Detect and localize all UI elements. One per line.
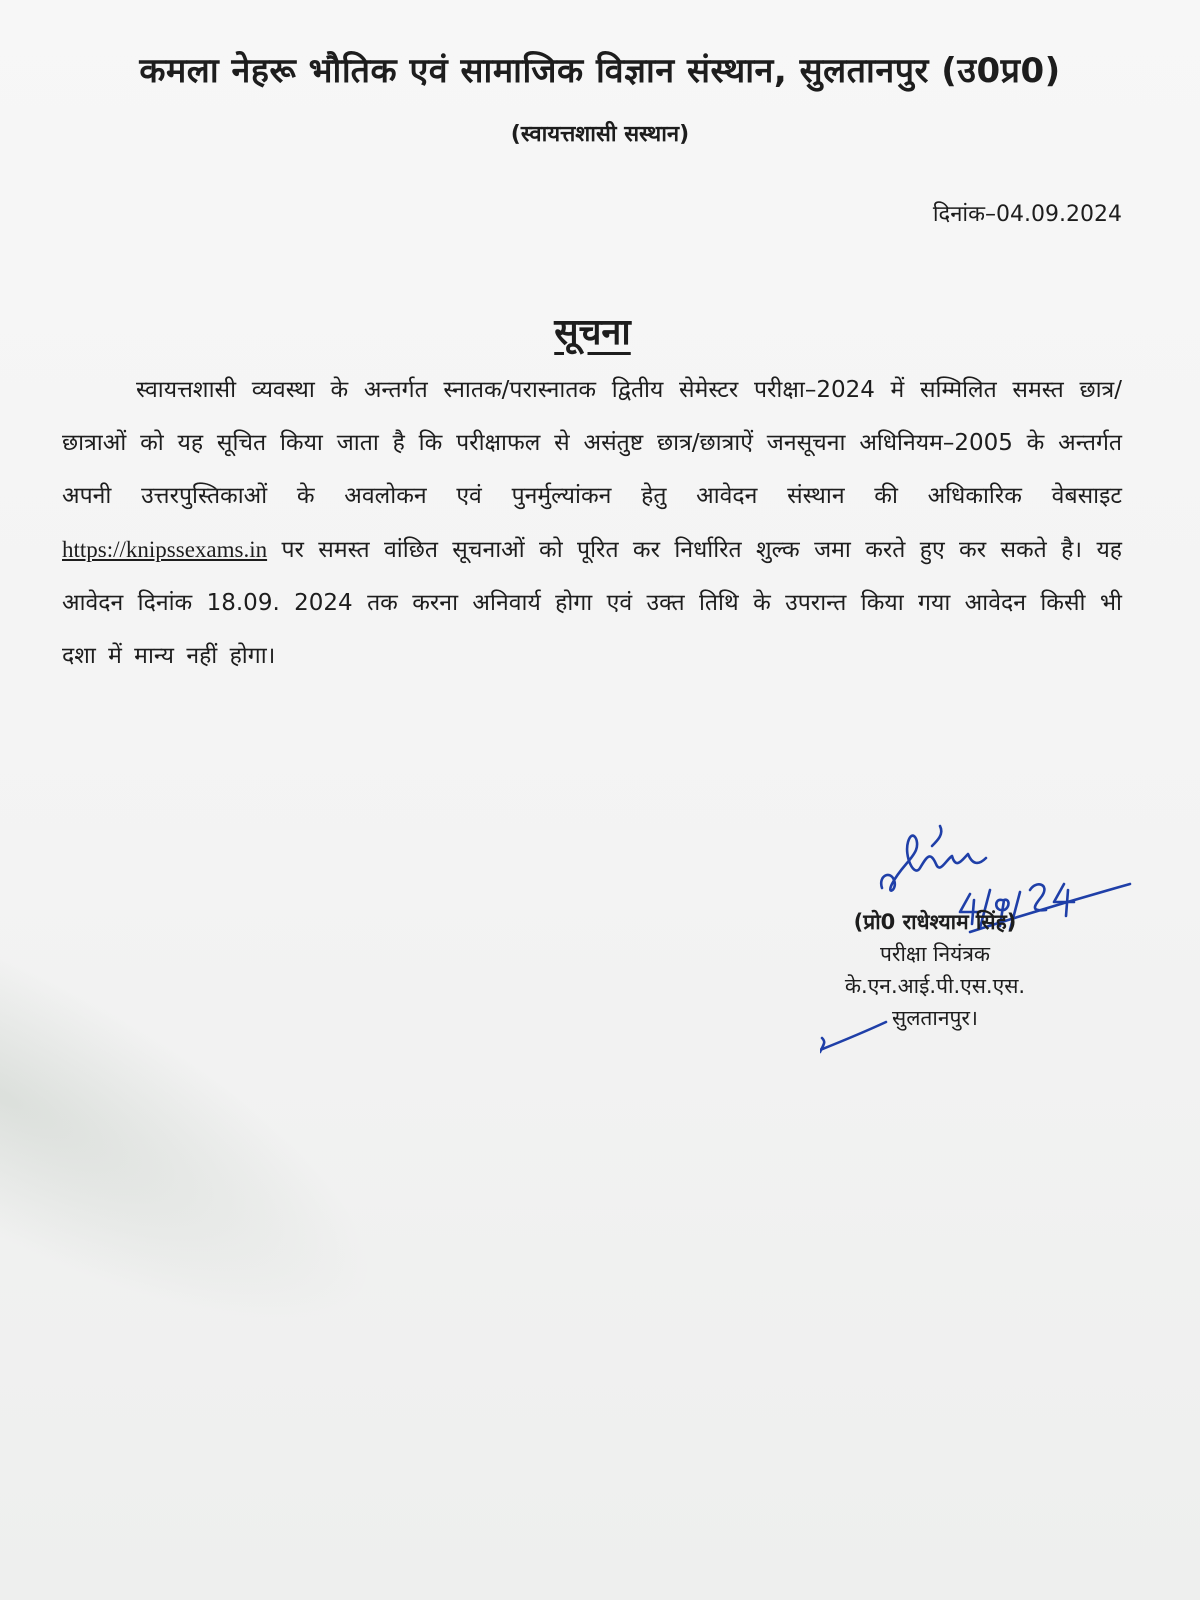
signatory-city: सुलतानपुर। [892,1006,978,1030]
notice-body [62,364,1122,683]
signatory-designation: परीक्षा नियंत्रक [879,942,991,966]
signatory-org: के.एन.आई.पी.एस.एस. [844,974,1026,998]
notice-body-part-2: पर समस्त वांछित सूचनाओं को पूरित कर निर्धारित शुल्क जमा करते हुए कर सकते है। यह आवेदन दिनांक 18.09. 2024 तक करना अनिवार्य होगा एवं उक्त तिथि के उपरान्त किया गया आवेदन किसी भी दशा में मान्य नहीं होगा। [62,537,1122,669]
website-link[interactable]: https://knipssexams.in [62,537,268,562]
signatory-block [830,906,1040,1034]
paper-fold-shadow [0,933,431,1407]
notice-body-part-1: स्वायत्तशासी व्यवस्था के अन्तर्गत स्नातक/परास्नातक द्वितीय सेमेस्टर परीक्षा–2024 में सम्मिलित समस्त छात्र/छात्राओं को यह सूचित किया जाता है कि परीक्षाफल से असंतुष्ट छात्र/छात्राऐं जनसूचना अधिनियम–2005 के अन्तर्गत अपनी उत्तरपुस्तिकाओं के अवलोकन एवं पुनर्मुल्यांकन हेतु आवेदन संस्थान की अधिकारिक वेबसाइट [62,377,1122,509]
notice-heading: सूचना [554,312,631,353]
notice-date: दिनांक–04.09.2024 [932,202,1122,227]
signatory-name: (प्रो0 राधेश्याम सिंह) [853,910,1017,934]
institute-subtitle: (स्वायत्तशासी सस्थान) [510,122,690,147]
institute-name: कमला नेहरू भौतिक एवं सामाजिक विज्ञान संस्थान, सुलतानपुर (उ0प्र0) [139,51,1061,91]
